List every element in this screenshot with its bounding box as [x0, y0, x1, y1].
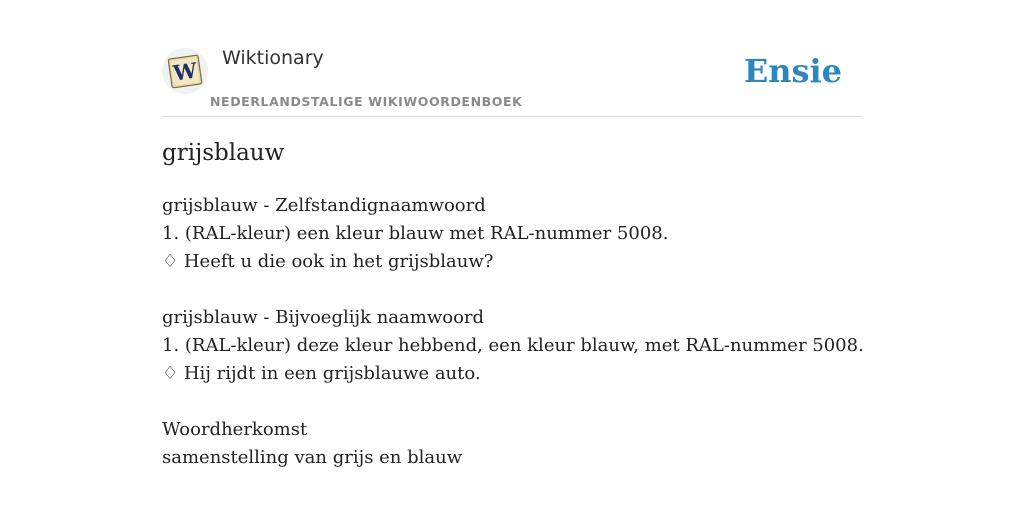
wiktionary-logo-icon[interactable]: [162, 48, 208, 94]
page-title: grijsblauw: [162, 140, 285, 166]
site-header: [162, 44, 862, 117]
spacer: [162, 276, 862, 304]
entry-heading-adjective: grijsblauw - Bijvoeglijk naamwoord: [162, 307, 485, 328]
etymology-text: samenstelling van grijs en blauw: [162, 447, 463, 468]
entry-heading-noun: grijsblauw - Zelfstandignaamwoord: [162, 195, 486, 216]
site-name[interactable]: Wiktionary: [222, 47, 324, 69]
entry-example-adjective: ♢ Hij rijdt in een grijsblauwe auto.: [162, 363, 481, 384]
ensie-brand-link[interactable]: Ensie: [743, 52, 842, 90]
logo-letter: W: [171, 57, 199, 86]
spacer: [162, 388, 862, 416]
etymology-heading: Woordherkomst: [162, 419, 308, 440]
entry-definition-noun: 1. (RAL-kleur) een kleur blauw met RAL-nummer 5008.: [162, 223, 669, 244]
site-subtitle: NEDERLANDSTALIGE WIKIWOORDENBOEK: [210, 94, 523, 109]
entry-definition-adjective: 1. (RAL-kleur) deze kleur hebbend, een kleur blauw, met RAL-nummer 5008.: [162, 335, 864, 356]
entry-example-noun: ♢ Heeft u die ook in het grijsblauw?: [162, 251, 494, 272]
entry-content: [162, 192, 862, 472]
